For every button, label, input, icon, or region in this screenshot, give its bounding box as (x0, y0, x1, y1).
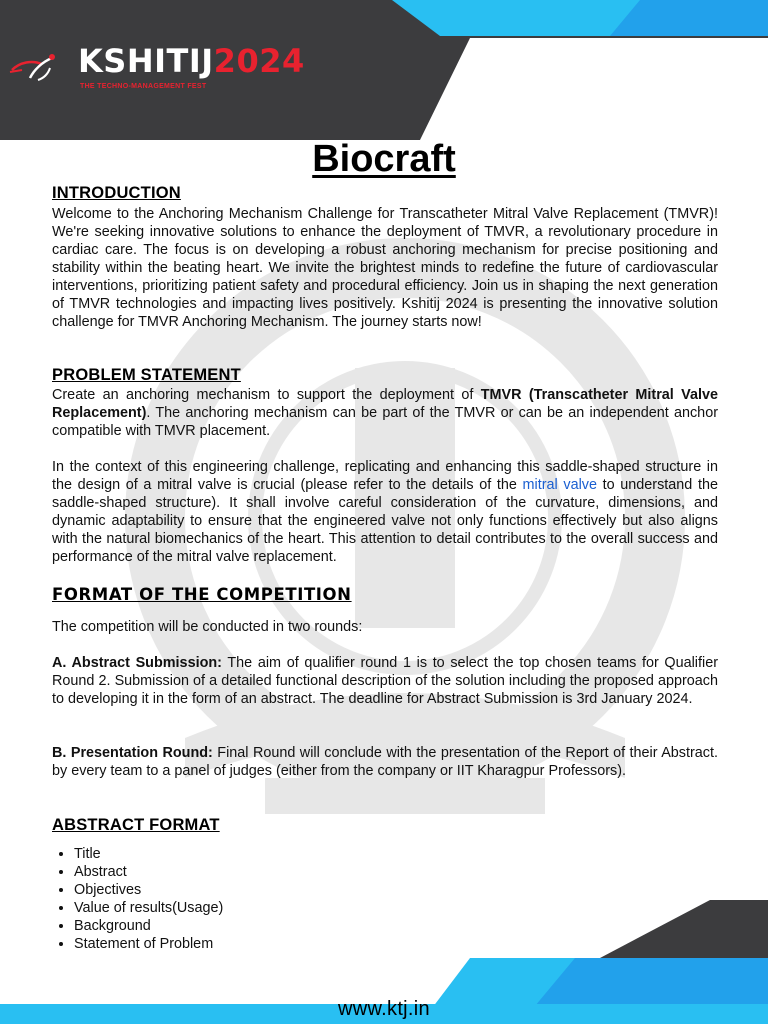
brand-name-main: KSHITIJ (78, 42, 214, 80)
round-b-body: Final Round will conclude with the presentation of the Report of their Abstract. by every team to a panel of judges (either from the company or IIT Kharagpur Professors). (52, 745, 718, 779)
brand-tagline: THE TECHNO-MANAGEMENT FEST (80, 83, 207, 90)
round-a-body: The aim of qualifier round 1 is to select the top chosen teams for Qualifier Round 2. Submission of a detailed functional description of the solution including the proposed approach to developing it in the form of an abstract. The deadline for Abstract Submission is 3rd January 2024. (52, 655, 718, 707)
list-item: • Statement of Problem (74, 935, 223, 953)
problem-statement-heading: PROBLEM STATEMENT (52, 366, 241, 384)
format-intro: The competition will be conducted in two rounds: (52, 619, 363, 635)
list-item: • Title (74, 845, 223, 863)
problem-p2-text-2: to understand the saddle-shaped structure). It shall involve careful consideration of the curvature, dimensions, and dynamic adaptability to ensure that the engineered valve not only functions effectively but also aligns with the natural biomechanics of the heart. This attention to detail contributes to the overall success and performance of the mitral valve replacement. (52, 477, 718, 565)
list-item: • Value of results(Usage) (74, 899, 223, 917)
brand-name (78, 42, 305, 80)
problem-p1-text: Create an anchoring mechanism to support the deployment of (52, 387, 481, 403)
problem-p1-text-2: . The anchoring mechanism can be part of the TMVR or can be an independent anchor compatible with TMVR placement. (52, 405, 718, 439)
abstract-format-heading: ABSTRACT FORMAT (52, 816, 220, 834)
problem-p2-text: In the context of this engineering challenge, replicating and enhancing this saddle-shaped structure in the design of a mitral valve is crucial (please refer to the details of the (52, 459, 718, 493)
problem-p1-bold: TMVR (Transcatheter Mitral Valve Replacement) (52, 387, 718, 421)
introduction-heading: INTRODUCTION (52, 184, 181, 202)
problem-paragraph-1 (52, 386, 718, 440)
kshitij-logo (8, 40, 328, 100)
mitral-valve-link[interactable]: mitral valve (522, 477, 597, 493)
page-title: Biocraft (312, 138, 456, 180)
round-b-paragraph (52, 744, 718, 780)
list-item: • Abstract (74, 863, 223, 881)
website-link[interactable]: www.ktj.in (338, 998, 430, 1020)
logo-emblem-icon (8, 48, 66, 88)
round-a-label: A. Abstract Submission: (52, 655, 222, 671)
round-b-label: B. Presentation Round: (52, 745, 213, 761)
round-a-paragraph (52, 654, 718, 708)
list-item: • Background (74, 917, 223, 935)
problem-paragraph-2 (52, 458, 718, 566)
list-item: • Objectives (74, 881, 223, 899)
format-heading: FORMAT OF THE COMPETITION (52, 585, 352, 604)
introduction-body: Welcome to the Anchoring Mechanism Challenge for Transcatheter Mitral Valve Replacement (TMVR)! We're seeking innovative solutions to enhance the deployment of TMVR, a revolutionary procedure in cardiac care. The focus is on developing a robust anchoring mechanism for precise positioning and stability within the beating heart. We invite the brightest minds to redefine the future of cardiovascular interventions, prioritizing patient safety and procedural efficiency. Join us in shaping the next generation of TMVR technologies and impacting lives positively. Kshitij 2024 is presenting the innovative solution challenge for TMVR Anchoring Mechanism. The journey starts now! (52, 206, 718, 330)
brand-name-year: 2024 (213, 42, 305, 80)
